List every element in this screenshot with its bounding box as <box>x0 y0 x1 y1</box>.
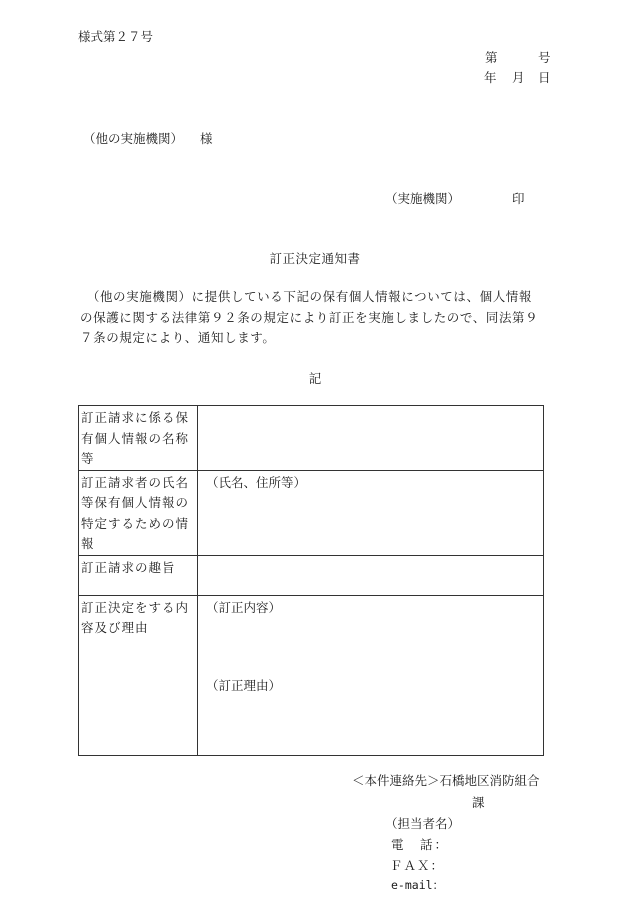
date-month-label: 月 <box>512 70 525 85</box>
row-value-info-name <box>198 406 544 471</box>
body-line: の保護に関する法律第９２条の規定により訂正を実施しましたので、同法第９ <box>80 309 539 325</box>
body-paragraph <box>80 287 555 349</box>
correction-reason-label: （訂正理由） <box>206 678 282 693</box>
document-title: 訂正決定通知書 <box>269 251 361 266</box>
row-value-purpose <box>198 555 544 595</box>
table-row <box>79 595 544 755</box>
seal-mark: 印 <box>512 191 525 206</box>
fax-label: ＦＡＸ： <box>390 858 445 873</box>
ki-heading: 記 <box>308 371 322 386</box>
email-label: e-mail： <box>391 878 445 892</box>
phone-label: 電 話： <box>391 837 450 852</box>
document-number-suffix: 号 <box>538 50 551 65</box>
row-label-info-name: 訂正請求に係る保有個人情報の名称等 <box>79 406 198 471</box>
date-year-label: 年 <box>484 70 497 85</box>
row-label-purpose: 訂正請求の趣旨 <box>79 555 198 595</box>
table-row <box>79 470 544 555</box>
form-number: 様式第２７号 <box>78 29 154 44</box>
row-label-requester: 訂正請求者の氏名等保有個人情報の特定するための情報 <box>79 470 198 555</box>
body-line: ７条の規定により、通知します。 <box>80 330 276 345</box>
recipient-organization: （他の実施機関） <box>83 131 184 146</box>
document-number-label: 第 <box>485 50 498 65</box>
row-value-requester: （氏名、住所等） <box>198 470 544 555</box>
body-line: （他の実施機関）に提供している下記の保有個人情報については、個人情報 <box>80 289 533 304</box>
date-day-label: 日 <box>538 70 551 85</box>
contact-label: ＜本件連絡先＞石橋地区消防組合 <box>352 773 540 788</box>
table-row <box>79 555 544 595</box>
person-in-charge-label: （担当者名） <box>385 816 461 831</box>
table-row <box>79 406 544 471</box>
correction-info-table <box>78 405 544 756</box>
correction-content-label: （訂正内容） <box>206 599 282 615</box>
sender-organization: （実施機関） <box>385 191 461 206</box>
row-value-decision <box>198 595 544 755</box>
recipient-honorific: 様 <box>200 131 213 146</box>
row-label-decision: 訂正決定をする内容及び理由 <box>79 595 198 755</box>
contact-division: 課 <box>472 795 485 810</box>
